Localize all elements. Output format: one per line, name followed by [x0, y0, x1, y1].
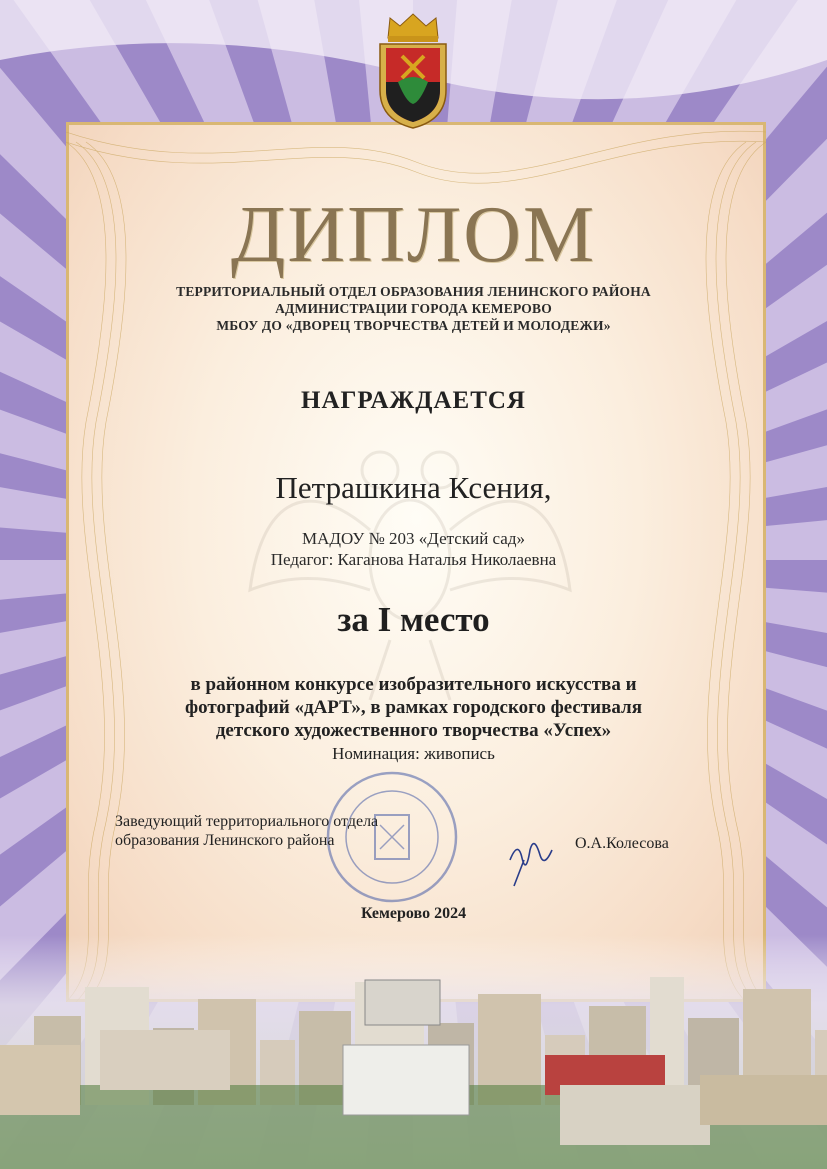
contest-description [100, 673, 727, 742]
handwritten-signature-icon [500, 820, 560, 890]
org-line-3: МБОУ ДО «ДВОРЕЦ ТВОРЧЕСТВА ДЕТЕЙ И МОЛОДЕЖИ» [216, 318, 611, 333]
nomination: Номинация: живопись [332, 744, 495, 763]
signer-name: О.А.Колесова [575, 835, 669, 852]
contest-line-2: фотографий «дАРТ», в рамках городского фестиваля [185, 697, 642, 718]
org-line-1: ТЕРРИТОРИАЛЬНЫЙ ОТДЕЛ ОБРАЗОВАНИЯ ЛЕНИНСКОГО РАЙОНА [176, 284, 651, 299]
place-label: за I место [337, 600, 490, 639]
contest-line-3: детского художественного творчества «Успех» [215, 720, 612, 741]
cityscape-image [0, 935, 827, 1169]
signer-position [115, 812, 378, 850]
kemerovo-region-coat-of-arms-icon [370, 12, 456, 130]
recipient-name: Петрашкина Ксения, [275, 470, 552, 505]
position-line-2: образования Ленинского района [115, 832, 335, 849]
city-year: Кемерово 2024 [360, 905, 467, 922]
position-line-1: Заведующий территориального отдела [115, 813, 379, 830]
org-line-2: АДМИНИСТРАЦИИ ГОРОДА КЕМЕРОВО [275, 301, 552, 316]
contest-line-1: в районном конкурсе изобразительного искусства и [190, 674, 637, 695]
school-block [100, 528, 727, 570]
diploma-title: ДИПЛОМ [230, 191, 597, 279]
awarded-label: НАГРАЖДАЕТСЯ [301, 387, 526, 414]
school-name: МАДОУ № 203 «Детский сад» [301, 529, 525, 548]
teacher-name: Педагог: Каганова Наталья Николаевна [270, 550, 557, 569]
organization-block [100, 283, 727, 334]
